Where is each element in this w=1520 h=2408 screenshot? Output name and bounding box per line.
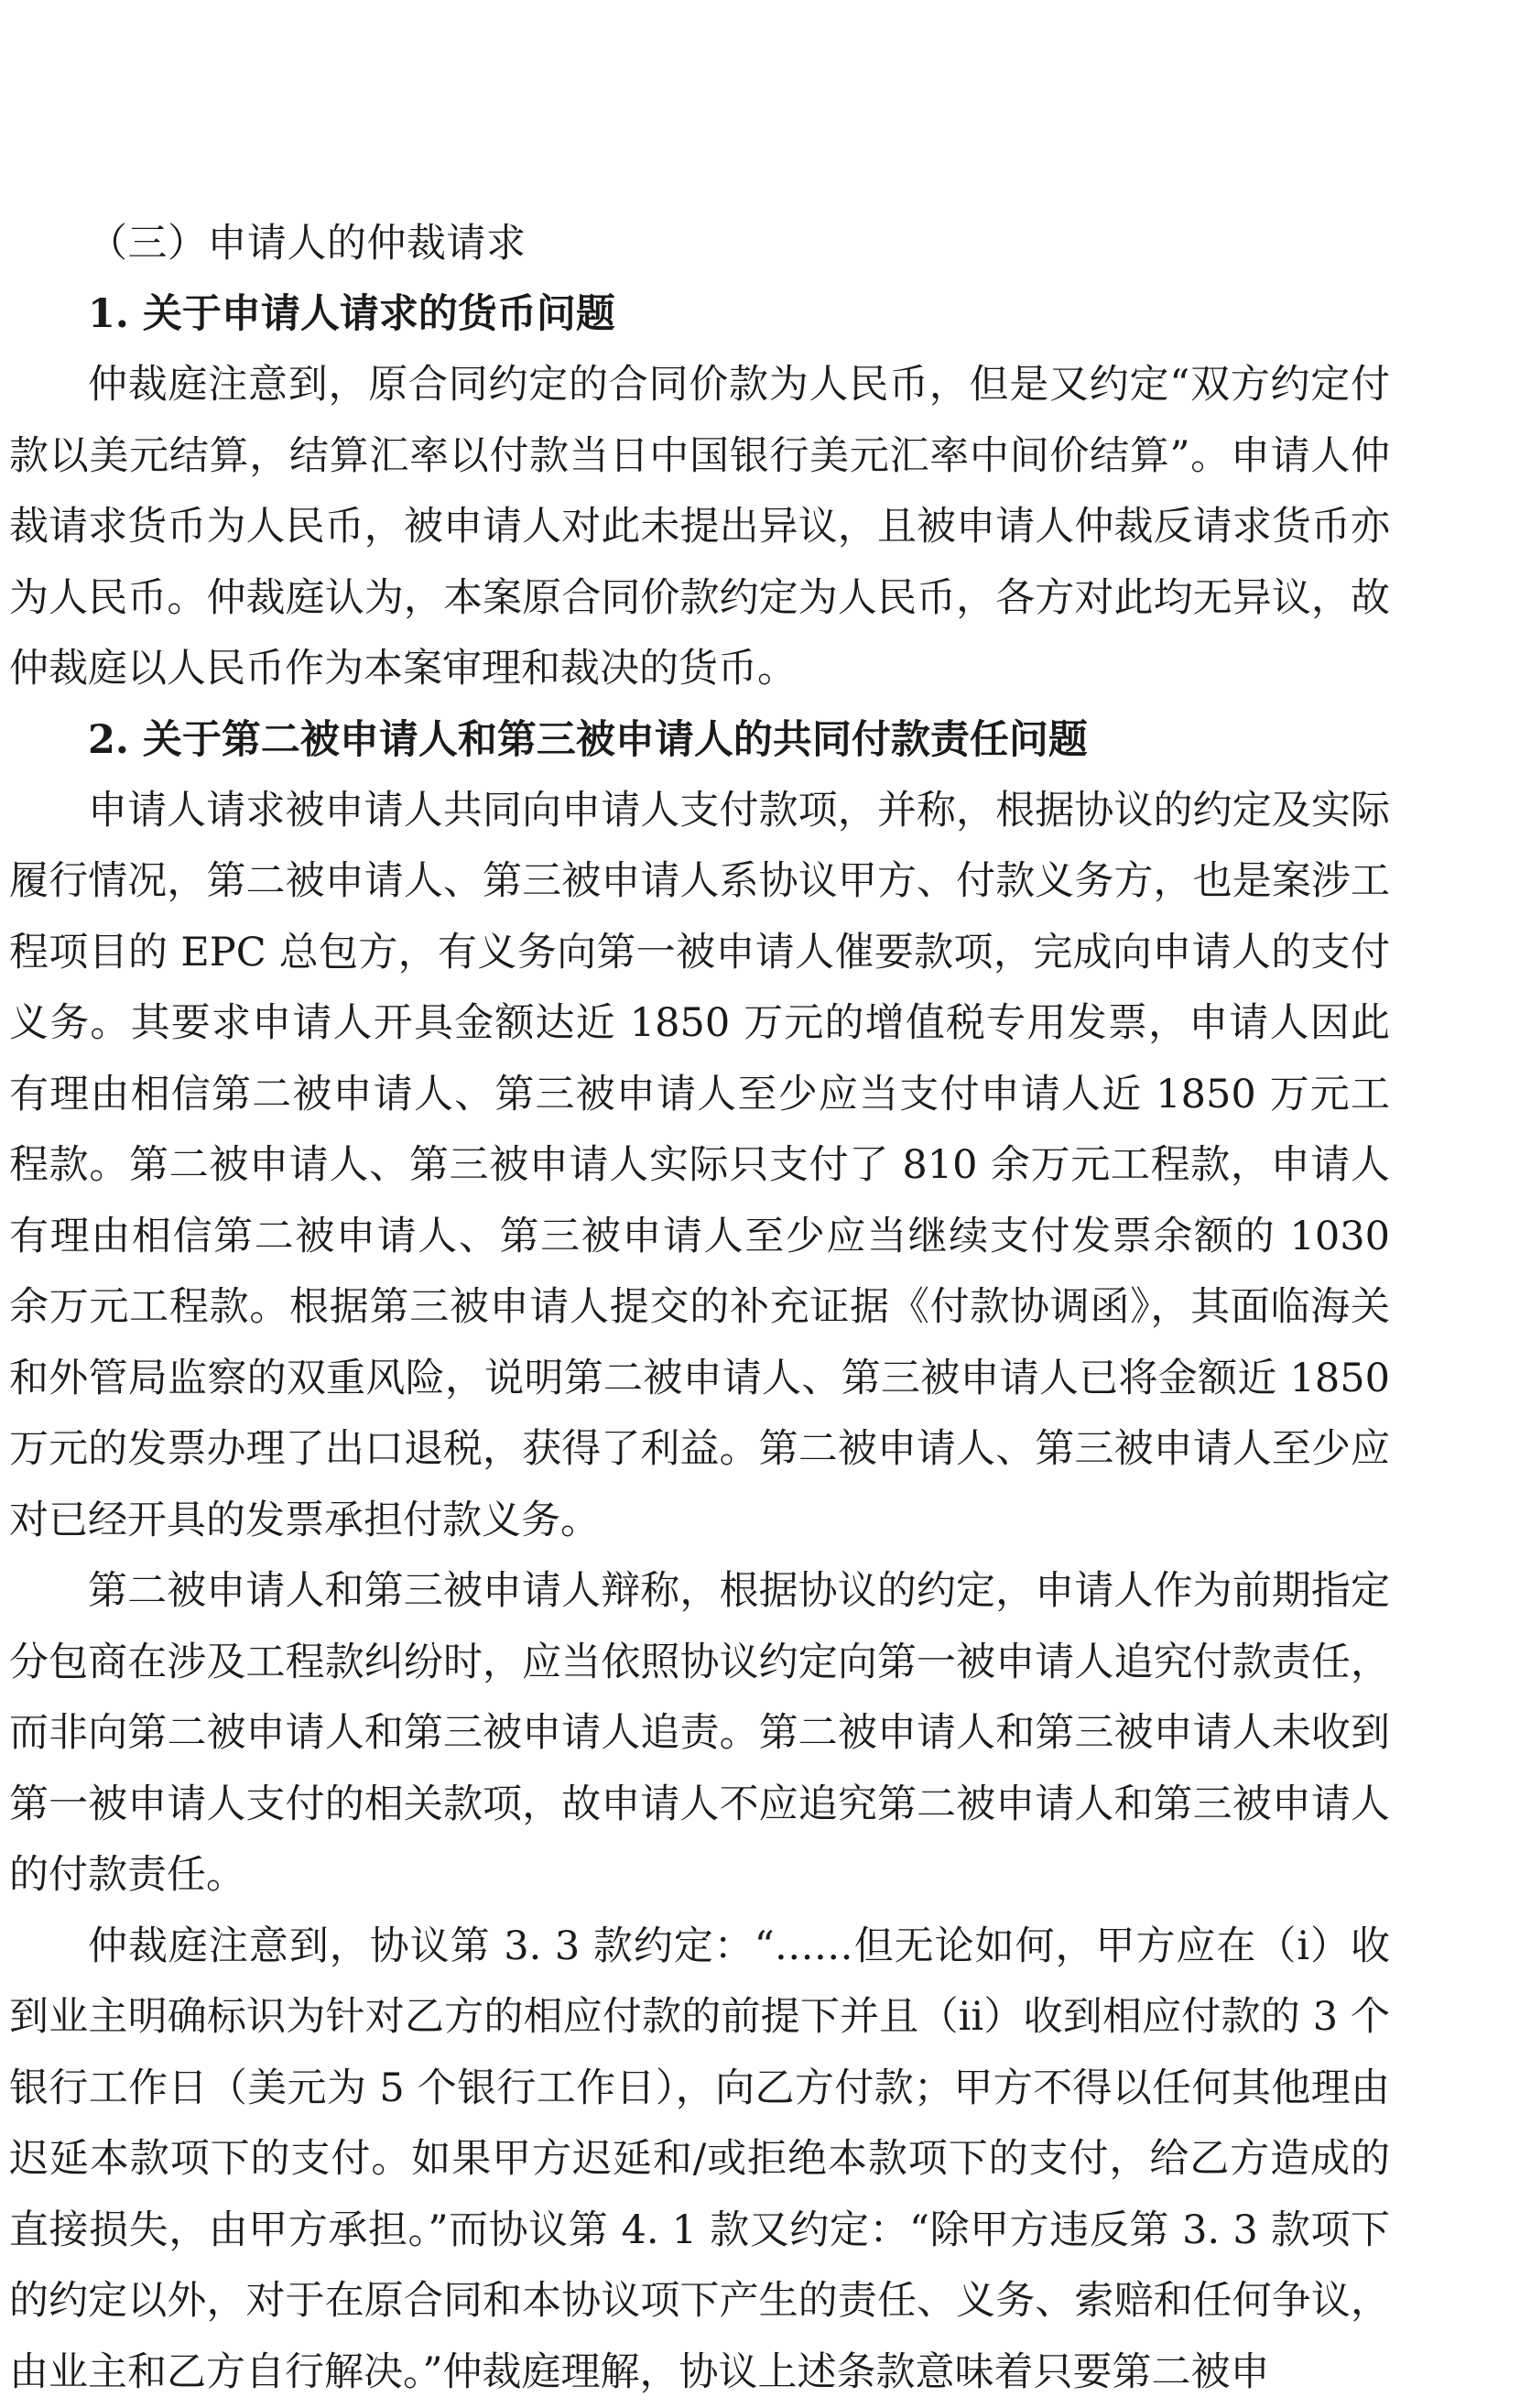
item1-title: 1. 关于申请人请求的货币问题 [9, 279, 1390, 350]
item2-paragraph-3: 仲裁庭注意到，协议第 3. 3 款约定：“……但无论如何，甲方应在（i）收到业主明确标识为针对乙方的相应付款的前提下并且（ii）收到相应付款的 3 个银行工作日（美元为 5 个银行工作日），向乙方付款；甲方不得以任何其他理由迟延本款项下的支付。如果甲方迟延和/或拒绝本款项下的支付，给乙方造成的直接损失，由甲方承担。”而协议第 4. 1 款又约定：“除甲方违反第 3. 3 款项下的约定以外，对于在原合同和本协议项下产生的责任、义务、索赔和任何争议，由业主和乙方自行解决。”仲裁庭理解，协议上述条款意味着只要第二被申 [9, 1912, 1390, 2408]
item1-paragraph-1: 仲裁庭注意到，原合同约定的合同价款为人民币，但是又约定“双方约定付款以美元结算，结算汇率以付款当日中国银行美元汇率中间价结算”。申请人仲裁请求货币为人民币，被申请人对此未提出异议，且被申请人仲裁反请求货币亦为人民币。仲裁庭认为，本案原合同价款约定为人民币，各方对此均无异议，故仲裁庭以人民币作为本案审理和裁决的货币。 [9, 350, 1390, 705]
item2-title: 2. 关于第二被申请人和第三被申请人的共同付款责任问题 [9, 705, 1390, 776]
document-body [9, 209, 1390, 2408]
section-heading: （三）申请人的仲裁请求 [9, 209, 1390, 279]
item2-paragraph-1: 申请人请求被申请人共同向申请人支付款项，并称，根据协议的约定及实际履行情况，第二被申请人、第三被申请人系协议甲方、付款义务方，也是案涉工程项目的 EPC 总包方，有义务向第一被申请人催要款项，完成向申请人的支付义务。其要求申请人开具金额达近 1850 万元的增值税专用发票，申请人因此有理由相信第二被申请人、第三被申请人至少应当支付申请人近 1850 万元工程款。第二被申请人、第三被申请人实际只支付了 810 余万元工程款，申请人有理由相信第二被申请人、第三被申请人至少应当继续支付发票余额的 1030 余万元工程款。根据第三被申请人提交的补充证据《付款协调函》，其面临海关和外管局监察的双重风险，说明第二被申请人、第三被申请人已将金额近 1850 万元的发票办理了出口退税，获得了利益。第二被申请人、第三被申请人至少应对已经开具的发票承担付款义务。 [9, 776, 1390, 1557]
item2-paragraph-2: 第二被申请人和第三被申请人辩称，根据协议的约定，申请人作为前期指定分包商在涉及工程款纠纷时，应当依照协议约定向第一被申请人追究付款责任，而非向第二被申请人和第三被申请人追责。第二被申请人和第三被申请人未收到第一被申请人支付的相关款项，故申请人不应追究第二被申请人和第三被申请人的付款责任。 [9, 1556, 1390, 1912]
